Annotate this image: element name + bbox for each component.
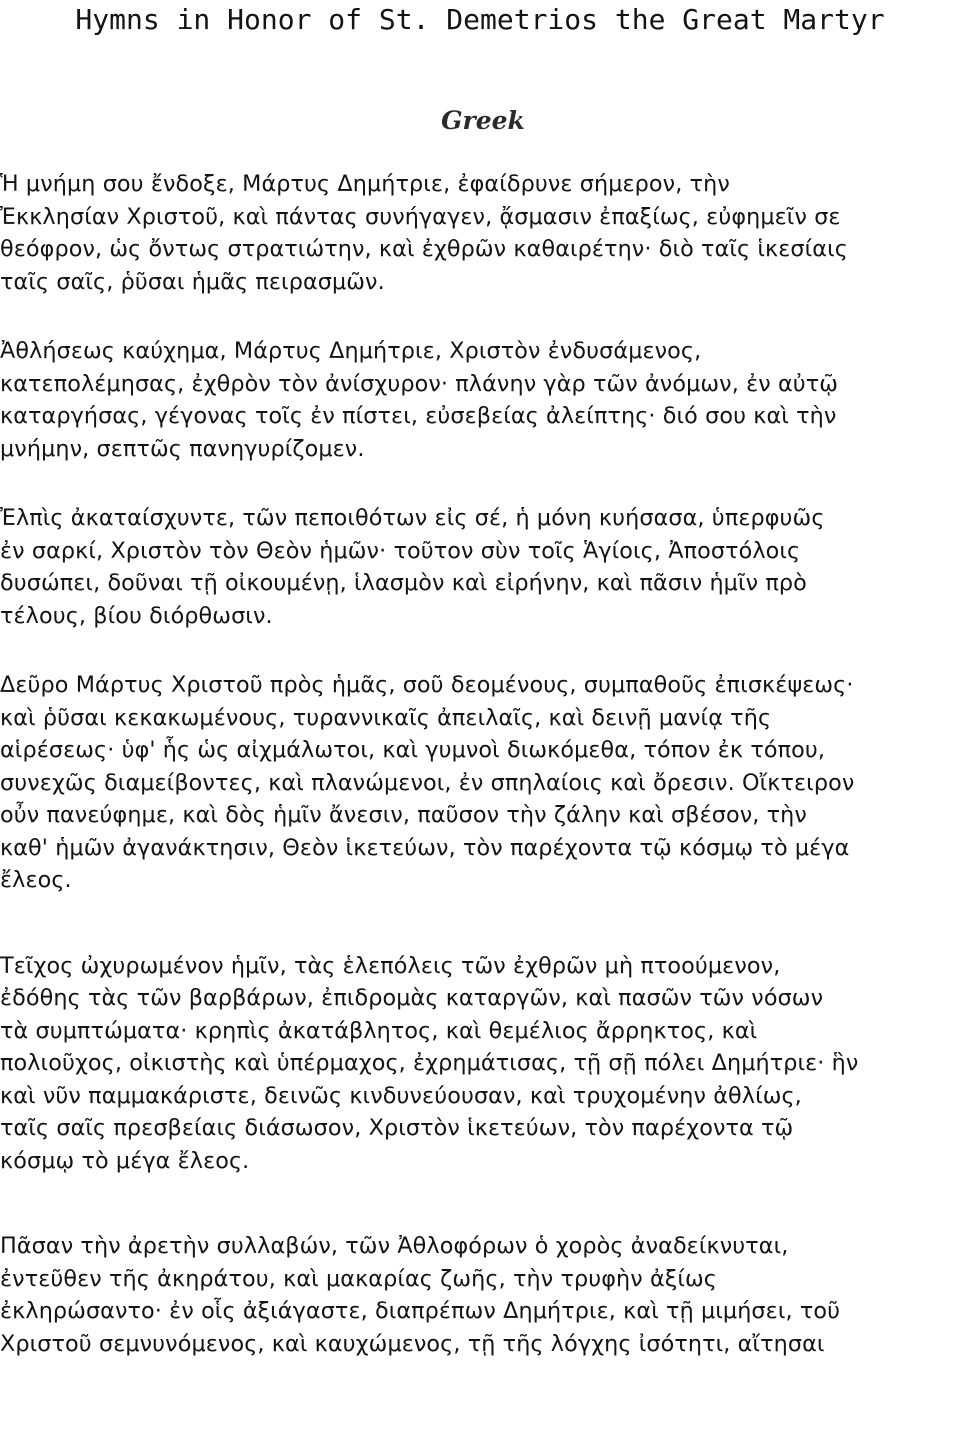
hymn-paragraph: Τεῖχος ὠχυρωμένον ἡμῖν, τὰς ἑλεπόλεις τῶν ἐχθρῶν μὴ πτοούμενον, ἐδόθης τὰς τῶν βαρβάρων, ἐπιδρομὰς καταργῶν, καὶ πασῶν τῶν νόσων τὰ συμπτώματα· κρηπὶς ἀκατάβλητος, καὶ θεμέλιος ἄρρηκτος, καὶ πολιοῦχος, οἰκιστὴς καὶ ὑπέρμαχος, ἐχρημάτισας, τῇ σῇ πόλει Δημήτριε· ἣν καὶ νῦν παμμακάριστε, δεινῶς κινδυνεύουσαν, καὶ τρυχομένην ἀθλίως, ταῖς σαῖς πρεσβείαις διάσωσον, Χριστὸν ἱκετεύων, τὸν παρέχοντα τῷ κόσμῳ τὸ μέγα ἔλεος.: [0, 952, 859, 1174]
hymn-paragraph: Δεῦρο Μάρτυς Χριστοῦ πρὸς ἡμᾶς, σοῦ δεομένους, συμπαθοῦς ἐπισκέψεως· καὶ ῥῦσαι κεκακωμένους, τυραννικαῖς ἀπειλαῖς, καὶ δεινῇ μανίᾳ τῆς αἱρέσεως· ὑφ' ἧς ὡς αἰχμάλωτοι, καὶ γυμνοὶ διωκόμεθα, τόπον ἐκ τόπου, συνεχῶς διαμείβοντες, καὶ πλανώμενοι, ἐν σπηλαίοις καὶ ὄρεσιν. Οἴκτειρον οὖν πανεύφημε, καὶ δὸς ἡμῖν ἄνεσιν, παῦσον τὴν ζάλην καὶ σβέσον, τὴν καθ' ἡμῶν ἀγανάκτησιν, Θεὸν ἱκετεύων, τὸν παρέχοντα τῷ κόσμῳ τὸ μέγα ἔλεος.: [0, 672, 855, 893]
hymn-paragraph: Πᾶσαν τὴν ἀρετὴν συλλαβών, τῶν Ἀθλοφόρων ὁ χορὸς ἀναδείκνυται, ἐντεῦθεν τῆς ἀκηράτου, καὶ μακαρίας ζωῆς, τὴν τρυφὴν ἀξίως ἐκληρώσαντο· ἐν οἷς ἀξιάγαστε, διαπρέπων Δημήτριε, καὶ τῇ μιμήσει, τοῦ Χριστοῦ σεμνυνόμενος, καὶ καυχώμενος, τῇ τῆς λόγχης ἰσότητι, αἴτησαι: [0, 1233, 841, 1357]
hymn-paragraph: Ἐλπὶς ἀκαταίσχυντε, τῶν πεποιθότων εἰς σέ, ἡ μόνη κυήσασα, ὑπερφυῶς ἐν σαρκί, Χριστὸν τὸν Θεὸν ἡμῶν· τοῦτον σὺν τοῖς Ἁγίοις, Ἀποστόλοις δυσώπει, δοῦναι τῇ οἰκουμένῃ, ἱλασμὸν καὶ εἰρήνην, καὶ πᾶσιν ἡμῖν πρὸ τέλους, βίου διόρθωσιν.: [0, 505, 825, 629]
document-title: Hymns in Honor of St. Demetrios the Great Martyr: [75, 3, 885, 36]
language-label: Greek: [441, 106, 525, 135]
hymn-paragraph: Ἡ μνήμη σου ἔνδοξε, Μάρτυς Δημήτριε, ἐφαίδρυνε σήμερον, τὴν Ἐκκλησίαν Χριστοῦ, καὶ πάντας συνήγαγεν, ᾄσμασιν ἐπαξίως, εὐφημεῖν σε θεόφρον, ὡς ὄντως στρατιώτην, καὶ ἐχθρῶν καθαιρέτην· διὸ ταῖς ἱκεσίαις ταῖς σαῖς, ῥῦσαι ἡμᾶς πειρασμῶν.: [0, 171, 848, 295]
hymn-list: [0, 168, 960, 1397]
hymn-paragraph: Ἀθλήσεως καύχημα, Μάρτυς Δημήτριε, Χριστὸν ἐνδυσάμενος, κατεπολέμησας, ἐχθρὸν τὸν ἀνίσχυρον· πλάνην γὰρ τῶν ἀνόμων, ἐν αὐτῷ καταργήσας, γέγονας τοῖς ἐν πίστει, εὐσεβείας ἀλείπτης· διό σου καὶ τὴν μνήμην, σεπτῶς πανηγυρίζομεν.: [0, 338, 839, 462]
